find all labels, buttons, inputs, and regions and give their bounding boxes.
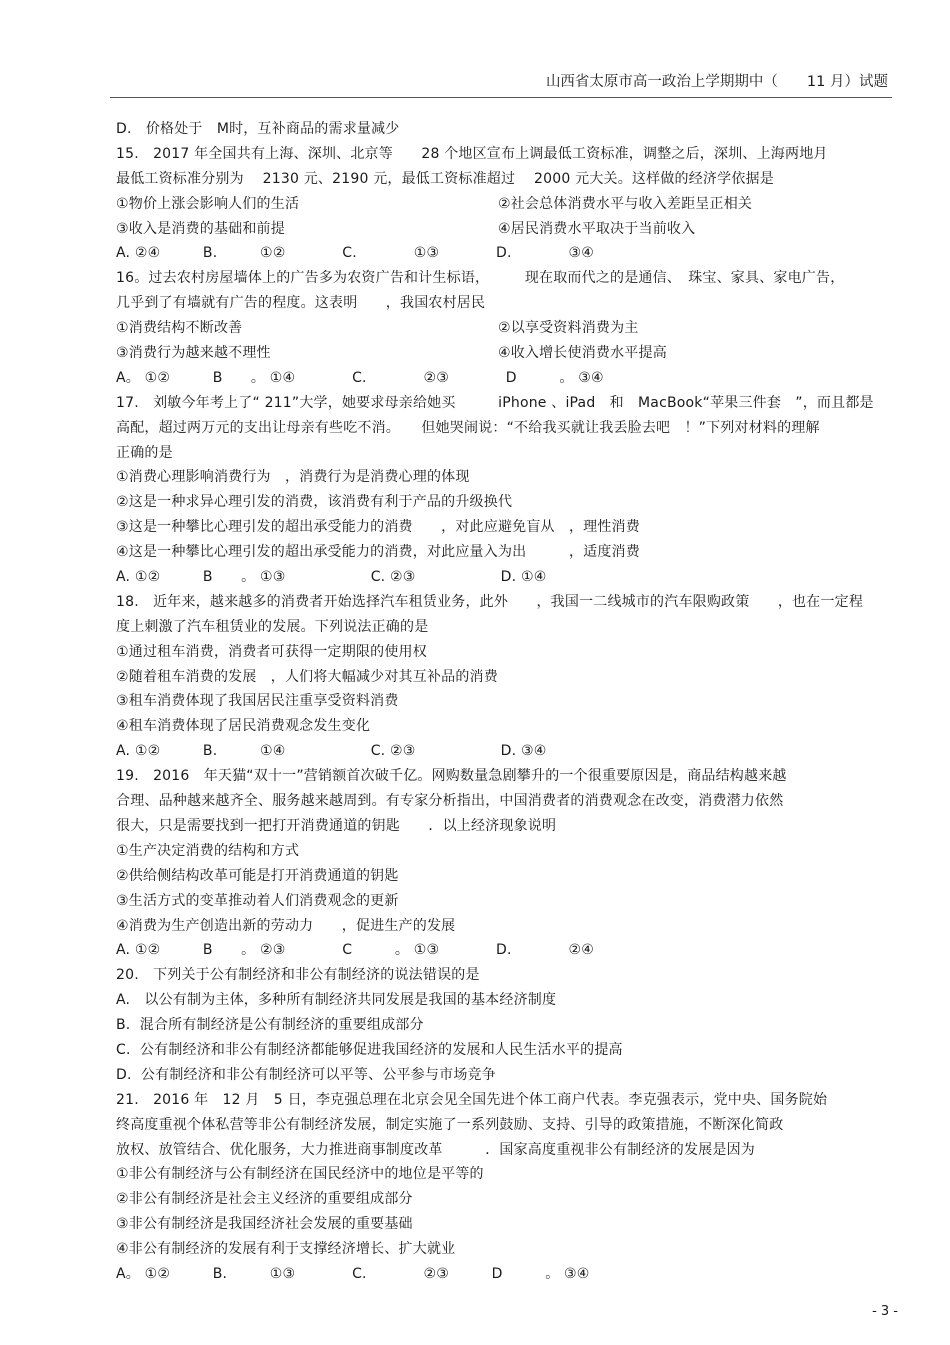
option-line: ②供给侧结构改革可能是打开消费通道的钥匙 xyxy=(116,867,399,884)
option-line: ②这是一种求异心理引发的消费，该消费有利于产品的升级换代 xyxy=(116,494,513,511)
option-line: D. 公有制经济和非公有制经济可以平等、公平参与市场竞争 xyxy=(116,1066,496,1083)
question-21-stem: 21. 2016 年 12 月 5 日，李克强总理在北京会见全国先进个体工商户代表。李克强表示，党中央、国务院始 xyxy=(116,1091,828,1108)
text-line: 放权、放管结合、优化服务，大力推进商事制度改革 ．国家高度重视非公有制经济的发展是因为 xyxy=(116,1141,755,1158)
question-15-stem: 15. 2017 年全国共有上海、深圳、北京等 28 个地区宣布上调最低工资标准，调整之后，深圳、上海两地月 xyxy=(116,145,828,162)
option-line: ②非公有制经济是社会主义经济的重要组成部分 xyxy=(116,1191,413,1208)
option-line: ①生产决定消费的结构和方式 xyxy=(116,842,300,859)
text-line: 高配，超过两万元的支出让母亲有些吃不消。 但她哭闹说：“不给我买就让我丢脸去吧 ！”下列对材料的理解 xyxy=(116,419,820,436)
text-line: 终高度重视个体私营等非公有制经济发展，制定实施了一系列鼓励、支持、引导的政策措施，不断深化简政 xyxy=(116,1116,784,1133)
answer-choices: A。 ①② B. ①③ C. ②③ D 。 ③④ xyxy=(116,1265,590,1282)
option-line: ①消费结构不断改善 ②以享受资料消费为主 xyxy=(116,320,639,337)
option-line: ①非公有制经济与公有制经济在国民经济中的地位是平等的 xyxy=(116,1166,484,1183)
page-number: - 3 - xyxy=(872,1304,898,1319)
option-line: A. 以公有制为主体，多种所有制经济共同发展是我国的基本经济制度 xyxy=(116,992,557,1009)
question-16-stem: 16。过去农村房屋墙体上的广告多为农资广告和计生标语， 现在取而代之的是通信、 珠宝、家具、家电广告， xyxy=(116,270,845,287)
question-20-stem: 20. 下列关于公有制经济和非公有制经济的说法错误的是 xyxy=(116,967,480,984)
option-line: ①通过租车消费，消费者可获得一定期限的使用权 xyxy=(116,643,427,660)
option-line: ②随着租车消费的发展 ，人们将大幅减少对其互补品的消费 xyxy=(116,668,498,685)
answer-choices: A. ①② B 。 ②③ C 。 ①③ D. ②④ xyxy=(116,942,594,959)
page-header xyxy=(0,64,950,98)
text-line: 最低工资标准分别为 2130 元、2190 元，最低工资标准超过 2000 元大关。这样做的经济学依据是 xyxy=(116,170,774,187)
option-line: ③非公有制经济是我国经济社会发展的重要基础 xyxy=(116,1216,413,1233)
text-line: 几乎到了有墙就有广告的程度。这表明 ，我国农村居民 xyxy=(116,295,486,312)
option-line: ①物价上涨会影响人们的生活 ②社会总体消费水平与收入差距呈正相关 xyxy=(116,195,753,212)
option-line: ③收入是消费的基础和前提 ④居民消费水平取决于当前收入 xyxy=(116,220,696,237)
option-line: ④租车消费体现了居民消费观念发生变化 xyxy=(116,718,371,735)
text-line: 度上刺激了汽车租赁业的发展。下列说法正确的是 xyxy=(116,618,429,635)
answer-choices: A. ①② B. ①④ C. ②③ D. ③④ xyxy=(116,743,547,760)
option-line: ③生活方式的变革推动着人们消费观念的更新 xyxy=(116,892,399,909)
answer-choices: A。 ①② B 。 ①④ C. ②③ D 。 ③④ xyxy=(116,369,604,386)
option-line: B. 混合所有制经济是公有制经济的重要组成部分 xyxy=(116,1017,424,1034)
question-19-stem: 19. 2016 年天猫“双十一”营销额首次破千亿。网购数量急剧攀升的一个很重要原因是，商品结构越来越 xyxy=(116,768,787,785)
option-line: ④消费为生产创造出新的劳动力 ，促进生产的发展 xyxy=(116,917,456,934)
header-title: 山西省太原市高一政治上学期期中（ 11 月）试题 xyxy=(545,74,888,90)
option-line: ③消费行为越来越不理性 ④收入增长使消费水平提高 xyxy=(116,345,667,362)
exam-content xyxy=(116,117,891,1287)
question-17-stem: 17. 刘敏今年考上了“ 211”大学，她要求母亲给她买 iPhone 、iPad 和 MacBook“苹果三件套 ”，而且都是 xyxy=(116,394,874,411)
option-line: ③租车消费体现了我国居民注重享受资料消费 xyxy=(116,693,399,710)
answer-choices: A. ①② B 。 ①③ C. ②③ D. ①④ xyxy=(116,569,547,586)
text-line: D. 价格处于 M时，互补商品的需求量减少 xyxy=(116,121,400,137)
option-line: C. 公有制经济和非公有制经济都能够促进我国经济的发展和人民生活水平的提高 xyxy=(116,1041,623,1058)
header-rule xyxy=(110,97,892,98)
answer-choices: A. ②④ B. ①② C. ①③ D. ③④ xyxy=(116,245,594,262)
option-line: ③这是一种攀比心理引发的超出承受能力的消费 ，对此应避免盲从 ，理性消费 xyxy=(116,519,640,536)
question-18-stem: 18. 近年来，越来越多的消费者开始选择汽车租赁业务，此外 ，我国一二线城市的汽车限购政策 ，也在一定程 xyxy=(116,593,864,610)
text-line: 正确的是 xyxy=(116,444,173,461)
text-line: 合理、品种越来越齐全、服务越来越周到。有专家分析指出，中国消费者的消费观念在改变，消费潜力依然 xyxy=(116,793,784,810)
option-line: ①消费心理影响消费行为 ，消费行为是消费心理的体现 xyxy=(116,469,470,486)
option-line: ④这是一种攀比心理引发的超出承受能力的消费，对此应量入为出 ，适度消费 xyxy=(116,544,640,561)
option-line: ④非公有制经济的发展有利于支撑经济增长、扩大就业 xyxy=(116,1241,456,1258)
text-line: 很大，只是需要找到一把打开消费通道的钥匙 ．以上经济现象说明 xyxy=(116,817,557,834)
